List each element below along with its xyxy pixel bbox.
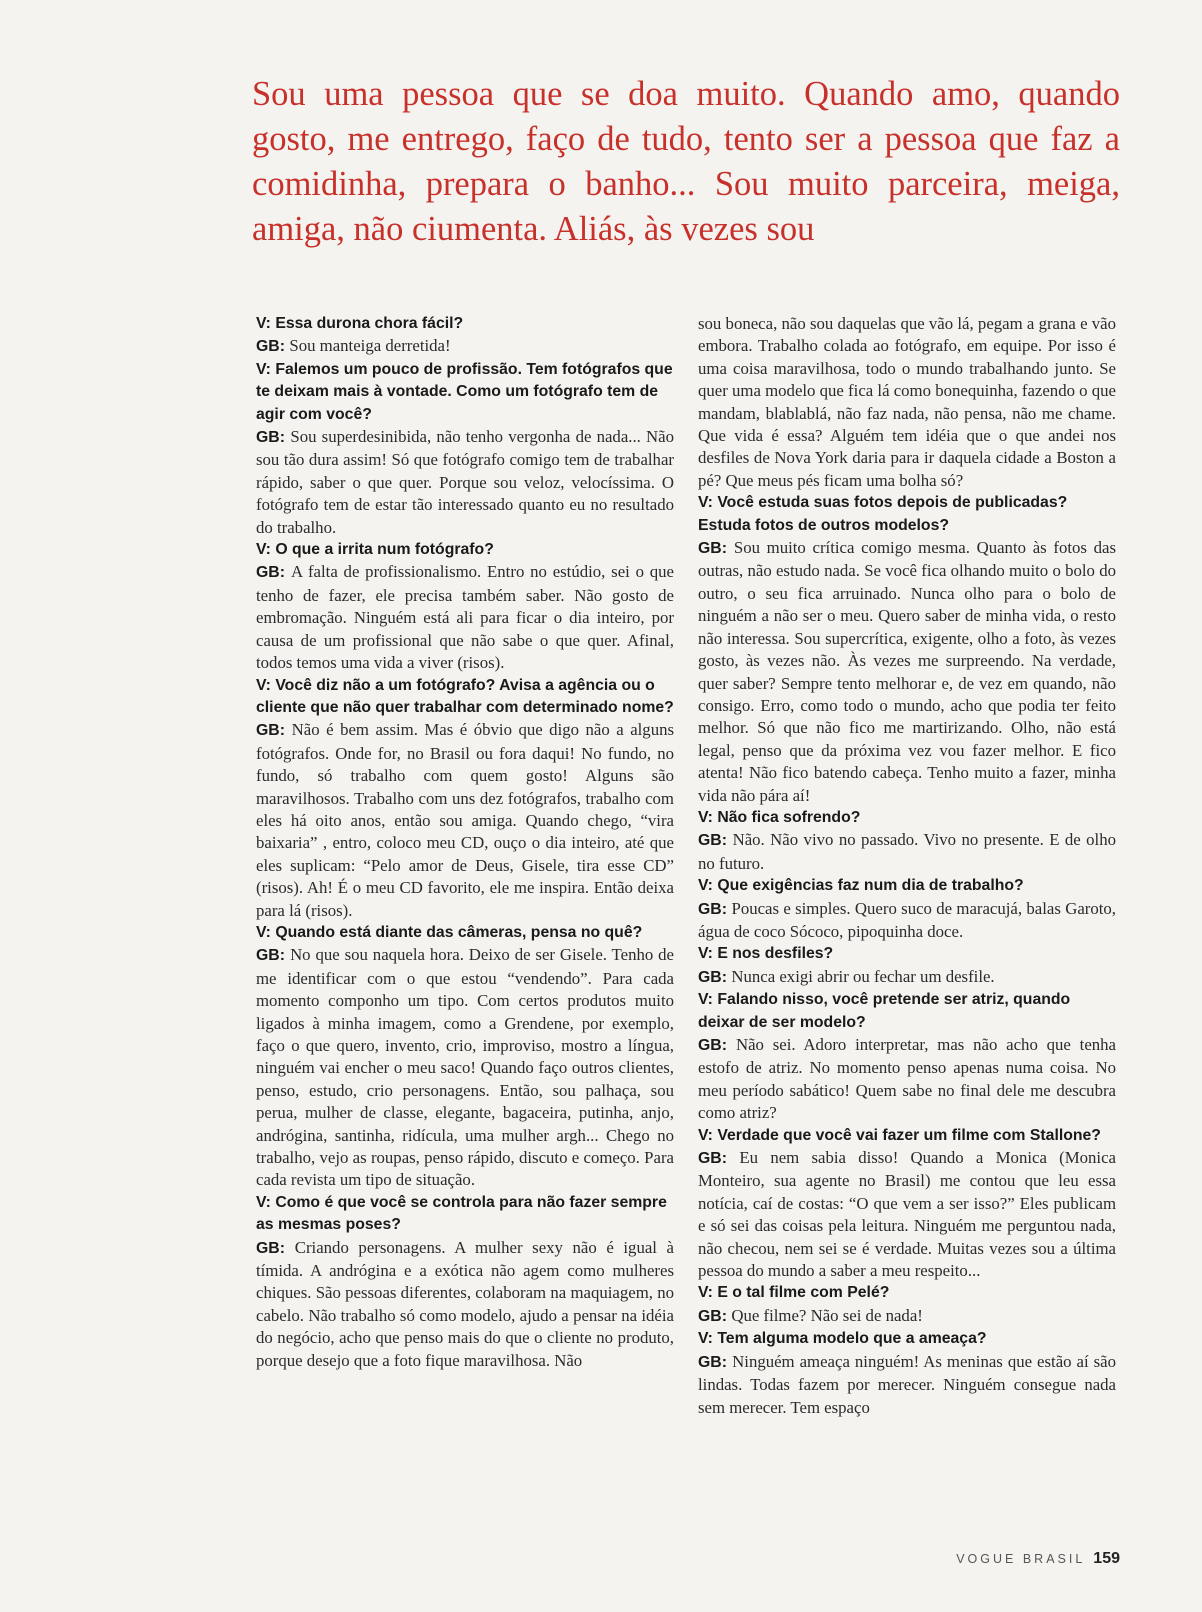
interview-answer [698,966,1116,989]
interview-question: V: Falando nisso, você pretende ser atriz, quando deixar de ser modelo? [698,991,1071,1031]
speaker-label: GB: [698,540,727,558]
answer-text: Criando personagens. A mulher sexy não é igual à tímida. A andrógina e a exótica não agem como mulheres chiques. São pessoas diferentes, colaboram na maquiagem, no cabelo. Não trabalho só como modelo, ajudo a pensar na idéia do negócio, acho que penso mais do que o cliente no produto, porque desejo que a foto fique maravilhosa. Não [256,1237,674,1370]
speaker-label: GB: [698,1037,727,1054]
speaker-label: GB: [256,429,285,447]
page-footer [956,1550,1120,1568]
interview-answer [698,313,1116,492]
interview-question: V: Tem alguma modelo que a ameaça? [698,1330,987,1348]
article-column-right [698,313,1116,1419]
interview-answer [698,1034,1116,1125]
speaker-label: GB: [256,338,285,356]
answer-text: A falta de profissionalismo. Entro no estúdio, sei o que tenho de fazer, ele precisa também saber. Não gosto de embromação. Ninguém está ali para ficar o dia inteiro, por causa de um profissional que não sabe o que quer. Afinal, todos temos uma vida a viver (risos). [256,562,675,673]
interview-question: V: Que exigências faz num dia de trabalho? [698,877,1024,895]
answer-text: Eu nem sabia disso! Quando a Monica (Monica Monteiro, sua agente no Brasil) me contou que leu essa notícia, caí de costas: “O que vem a ser isso?” Eles publicam e só sei das coisas pela leitura. Ninguém me perguntou nada, não checou, nem sei se é verdade. Muitas vezes sou a última pessoa do mundo a saber a meu respeito... [698,1148,1116,1281]
interview-question: V: O que a irrita num fotógrafo? [256,541,494,559]
answer-text: Nunca exigi abrir ou fechar um desfile. [731,966,995,986]
speaker-label: GB: [256,947,285,965]
answer-text: sou boneca, não sou daquelas que vão lá, pegam a grana e vão embora. Trabalho colada ao fotógrafo, em equipe. Por isso é uma coisa maravilhosa, todo o mundo trabalhando junto. Se quer uma modelo que fica lá como bonequinha, fazendo o que mandam, blablablá, não faz nada, não pensa, não me chame. Que vida é essa? Alguém tem idéia que o que andei nos desfiles de Nova York daria para ir daquela cidade a Boston a pé? Que meus pés ficam uma bolha só? [698,314,1116,490]
interview-question: V: E o tal filme com Pelé? [698,1284,890,1302]
interview-answer [698,537,1116,807]
speaker-label: GB: [698,1353,727,1371]
speaker-label: GB: [256,564,285,582]
interview-answer [256,1237,674,1372]
answer-text: Sou superdesinibida, não tenho vergonha de nada... Não sou tão dura assim! Só que fotógrafo comigo tem de trabalhar rápido, saber o que quer. Porque sou veloz, velocíssima. O fotógrafo tem de estar tão interessado quanto eu no resultado do trabalho. [256,427,675,537]
article-column-left [256,313,674,1372]
interview-answer [256,426,674,539]
speaker-label: GB: [698,968,727,986]
pull-quote: Sou uma pessoa que se doa muito. Quando amo, quando gosto, me entrego, faço de tudo, tento ser a pessoa que faz a comidinha, prepara o banho... Sou muito parceira, meiga, amiga, não ciumenta. Aliás, às vezes sou [252,75,1120,248]
page-number: 159 [1093,1550,1120,1567]
speaker-label: GB: [256,722,285,740]
interview-question: V: Quando está diante das câmeras, pensa no quê? [256,923,643,941]
answer-text: Não. Não vivo no passado. Vivo no presente. E de olho no futuro. [698,830,1116,873]
interview-question: V: E nos desfiles? [698,945,834,963]
interview-answer [256,561,674,674]
interview-answer [698,1351,1116,1419]
interview-answer [698,1147,1116,1282]
interview-question: V: Você diz não a um fotógrafo? Avisa a agência ou o cliente que não quer trabalhar com determinado nome? [256,676,674,716]
answer-text: Não sei. Adoro interpretar, mas não acho que tenha estofo de atriz. No momento penso apenas numa coisa. No meu período sabático! Quem sabe no final dele me descubra como atriz? [698,1035,1116,1123]
interview-question: V: Verdade que você vai fazer um filme com Stallone? [698,1126,1101,1144]
answer-text: Que filme? Não sei de nada! [731,1305,923,1325]
interview-question: V: Falemos um pouco de profissão. Tem fotógrafos que te deixam mais à vontade. Como um fotógrafo tem de agir com você? [256,360,673,423]
answer-text: Sou manteiga derretida! [289,336,451,356]
magazine-name: VOGUE BRASIL [956,1552,1086,1566]
answer-text: Sou muito crítica comigo mesma. Quanto às fotos das outras, não estudo nada. Se você fica olhando muito o bolo do outro, o seu fica arruinado. Nunca olho para o bolo de ninguém a não ser o meu. Quero saber de minha vida, o resto não interessa. Sou supercrítica, exigente, olho a foto, às vezes gosto, às vezes não. Às vezes me surpreendo. Na verdade, quer saber? Sempre tento melhorar e, de vez em quando, não consigo. Erro, como todo o mundo, acho que podia ter feito melhor. Só que não fico me martirizando. Olho, não está legal, penso que da próxima vez vou fazer melhor. E fico atenta! Não fico batendo cabeça. Tenho muito a fazer, minha vida não pára aí! [698,538,1116,805]
interview-answer [698,829,1116,875]
interview-question: V: Essa durona chora fácil? [256,315,464,332]
speaker-label: GB: [698,1150,727,1168]
speaker-label: GB: [698,900,727,918]
speaker-label: GB: [698,1307,727,1325]
interview-answer [698,1305,1116,1328]
answer-text: Não é bem assim. Mas é óbvio que digo não a alguns fotógrafos. Onde for, no Brasil ou fora daqui! No fundo, no fundo, só trabalho com quem gosto! Alguns são maravilhosos. Trabalho com uns dez fotógrafos, trabalho com eles há oito anos, então sou amiga. Quando chego, “vira baixaria” , entro, coloco meu CD, ouço o dia inteiro, até que eles suplicam: “Pelo amor de Deus, Gisele, tira esse CD” (risos). Ah! É o meu CD favorito, ele me inspira. Então deixa para lá (risos). [256,720,675,920]
speaker-label: GB: [256,1239,285,1257]
interview-question: V: Você estuda suas fotos depois de publicadas? Estuda fotos de outros modelos? [698,494,1068,534]
interview-answer [698,898,1116,944]
interview-answer [256,944,674,1191]
answer-text: Poucas e simples. Quero suco de maracujá, balas Garoto, água de coco Sócoco, pipoquinha doce. [698,898,1116,941]
answer-text: No que sou naquela hora. Deixo de ser Gisele. Tenho de me identificar com o que estou “vendendo”. Para cada momento componho um tipo. Com certos produtos muito ligados à minha imagem, como a Grendene, por exemplo, faço o que quero, invento, crio, improviso, mostro a língua, ninguém vai encher o meu saco! Quando faço outros clientes, penso, estudo, crio personagens. Então, sou palhaça, sou perua, mulher de classe, elegante, bagaceira, putinha, anjo, andrógina, santinha, ridícula, uma mulher argh... Chego no trabalho, vejo as roupas, penso rápido, discuto e começo. Para cada revista um tipo de situação. [256,945,674,1190]
interview-question: V: Como é que você se controla para não fazer sempre as mesmas poses? [256,1193,667,1234]
speaker-label: GB: [698,832,727,850]
answer-text: Ninguém ameaça ninguém! As meninas que estão aí são lindas. Todas fazem por merecer. Ninguém consegue nada sem merecer. Tem espaço [698,1351,1116,1417]
interview-question: V: Não fica sofrendo? [698,808,861,826]
interview-answer [256,719,674,922]
interview-answer [256,335,674,358]
